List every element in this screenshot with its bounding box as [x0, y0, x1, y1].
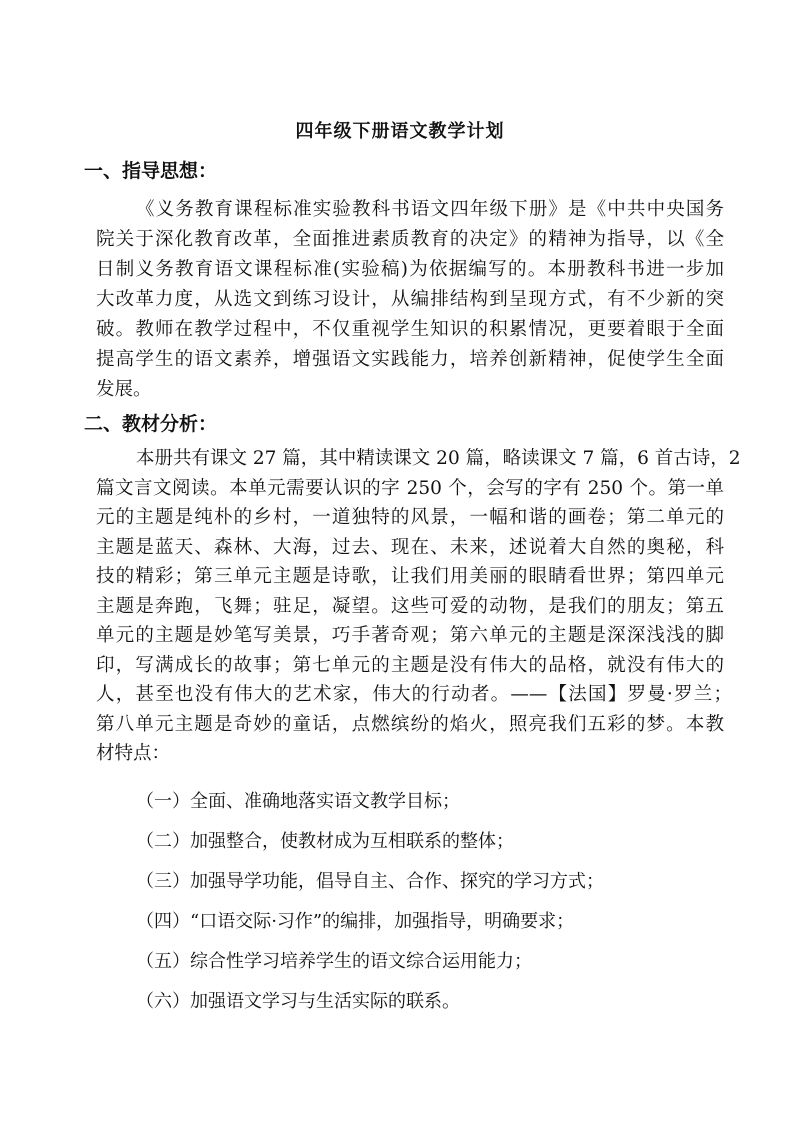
paragraph-guiding-ideology: [96, 195, 724, 405]
text-line: 大改革力度，从选文到练习设计，从编排结构到呈现方式，有不少新的突: [96, 289, 724, 310]
list-item: （六）加强语文学习与生活实际的联系。: [136, 991, 460, 1012]
section-heading-textbook-analysis: 二、教材分析：: [84, 413, 218, 435]
text-line: 发展。: [96, 379, 152, 400]
text-line: 院关于深化教育改革，全面推进素质教育的决定》的精神为指导，以《全: [96, 229, 724, 250]
text-line: 主题是蓝天、森林、大海，过去、现在、未来，述说着大自然的奥秘，科: [96, 536, 724, 558]
text-line: 日制义务教育语文课程标准(实验稿)为依据编写的。本册教科书进一步加: [96, 259, 724, 280]
text-line: 《义务教育课程标准实验教科书语文四年级下册》是《中共中央国务: [136, 199, 724, 220]
text-line: 技的精彩；第三单元主题是诗歌，让我们用美丽的眼睛看世界；第四单元: [96, 566, 724, 587]
text-line: 材特点：: [96, 743, 171, 764]
text-line: 元的主题是纯朴的乡村，一道独特的风景，一幅和谐的画卷；第二单元的: [96, 507, 724, 528]
list-item: （四）“口语交际·习作”的编排，加强指导，明确要求；: [136, 911, 575, 932]
text-line: 篇文言文阅读。本单元需要认识的字 250 个，会写的字有 250 个。第一单: [96, 477, 724, 499]
text-line: 破。教师在教学过程中，不仅重视学生知识的积累情况，更要着眼于全面: [96, 319, 724, 340]
text-line: 主题是奔跑，飞舞；驻足，凝望。这些可爱的动物，是我们的朋友；第五: [96, 595, 724, 617]
document-title: 四年级下册语文教学计划: [295, 121, 505, 142]
text-line: 人，甚至也没有伟大的艺术家，伟大的行动者。——【法国】罗曼·罗兰；: [96, 684, 732, 705]
text-line: 提高学生的语文素养，增强语文实践能力，培养创新精神，促使学生全面: [96, 349, 724, 370]
list-item: （三）加强导学功能，倡导自主、合作、探究的学习方式；: [136, 871, 604, 892]
text-line: 印，写满成长的故事；第七单元的主题是没有伟大的品格，就没有伟大的: [96, 654, 724, 676]
textbook-features-list: [136, 782, 604, 1022]
section-heading-guiding-ideology: 一、指导思想：: [84, 160, 218, 182]
list-item: （二）加强整合，使教材成为互相联系的整体；: [136, 831, 514, 852]
text-line: 单元的主题是妙笔写美景，巧手著奇观；第六单元的主题是深深浅浅的脚: [96, 625, 724, 646]
text-line: 第八单元主题是奇妙的童话，点燃缤纷的焰火，照亮我们五彩的梦。本教: [96, 713, 724, 735]
paragraph-textbook-analysis: [96, 444, 741, 769]
list-item: （五）综合性学习培养学生的语文综合运用能力；: [136, 951, 532, 972]
text-line: 本册共有课文 27 篇，其中精读课文 20 篇，略读课文 7 篇，6 首古诗，2: [136, 448, 741, 469]
list-item: （一）全面、准确地落实语文教学目标；: [136, 791, 460, 812]
